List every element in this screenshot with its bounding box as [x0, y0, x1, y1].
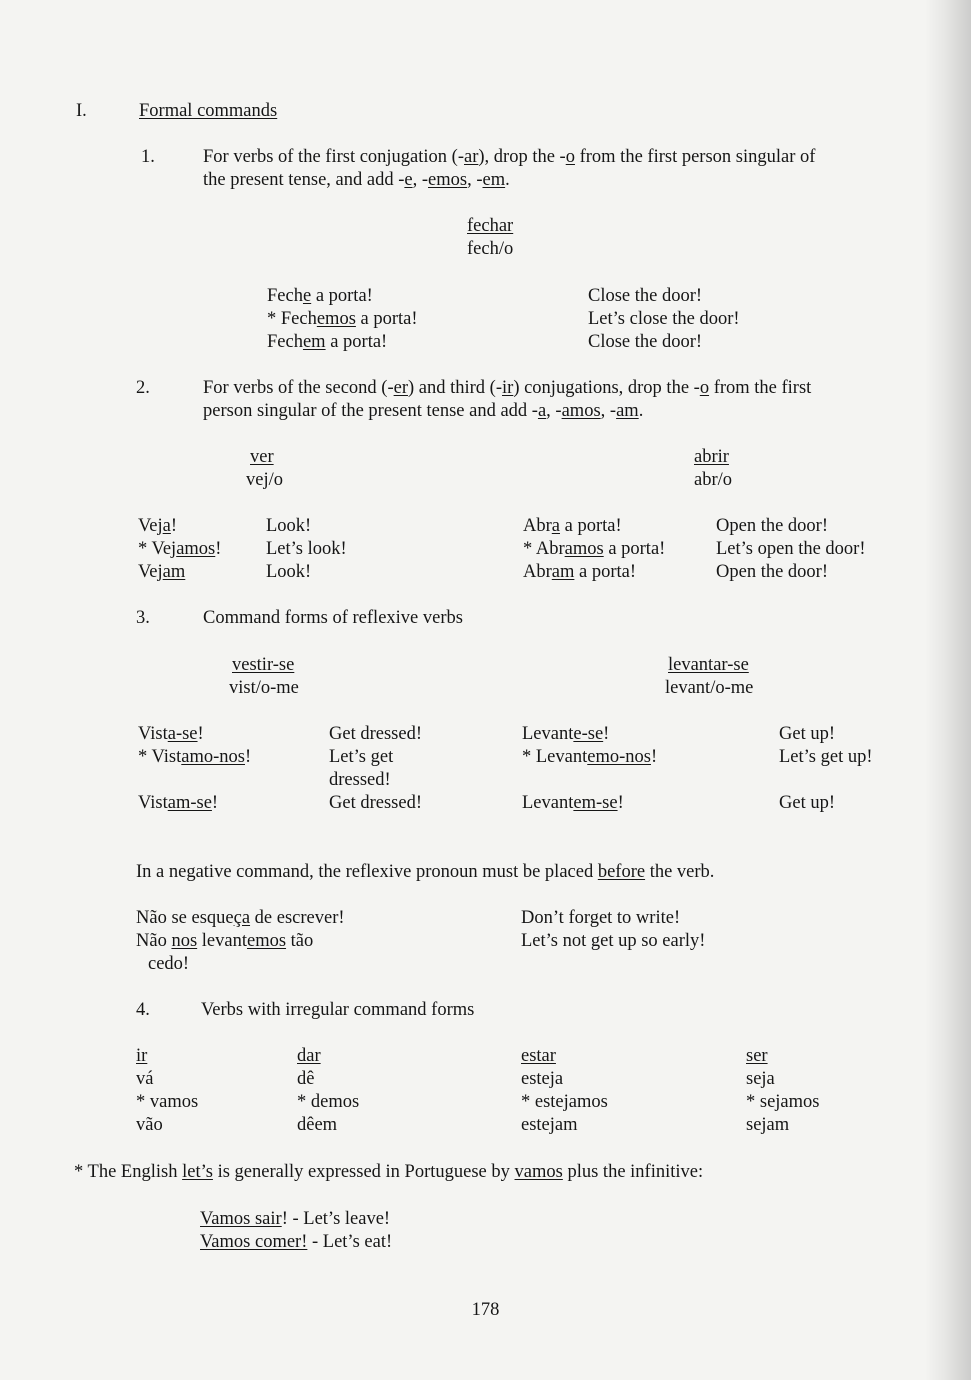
section-title: Formal commands	[139, 101, 278, 121]
example-en: Get up!	[779, 724, 835, 744]
example-pt: Veja!	[138, 516, 178, 536]
verb-vestir-se: vestir-se	[232, 655, 295, 675]
verb-form: * vamos	[136, 1092, 199, 1112]
section-number: I.	[76, 101, 87, 121]
example-pt: Vejam	[138, 562, 186, 582]
example-pt: Não se esqueça de escrever!	[136, 908, 345, 928]
note-example: Vamos comer! - Let’s eat!	[200, 1232, 393, 1252]
verb-dar: dar	[297, 1046, 321, 1066]
verb-estar: estar	[521, 1046, 556, 1066]
verb-form: * estejamos	[521, 1092, 608, 1112]
rule-3-title: Command forms of reflexive verbs	[203, 608, 463, 628]
example-en: Close the door!	[588, 332, 703, 352]
example-en: dressed!	[329, 770, 391, 790]
page-edge-shadow	[925, 0, 971, 1380]
verb-ver: ver	[250, 447, 274, 467]
stem-abro: abr/o	[694, 470, 733, 490]
example-en: Get dressed!	[329, 724, 422, 744]
example-en: Don’t forget to write!	[521, 908, 681, 928]
verb-abrir: abrir	[694, 447, 729, 467]
example-en: Let’s look!	[266, 539, 347, 559]
verb-levantar-se: levantar-se	[668, 655, 749, 675]
example-pt: Levante-se!	[522, 724, 610, 744]
verb-ir: ir	[136, 1046, 148, 1066]
verb-ser: ser	[746, 1046, 768, 1066]
verb-form: vá	[136, 1069, 154, 1089]
example-pt: * Fechemos a porta!	[267, 309, 418, 329]
negative-command-rule: In a negative command, the reflexive pronoun must be placed before the verb.	[136, 862, 715, 882]
verb-form: * sejamos	[746, 1092, 820, 1112]
example-pt: * Vistamo-nos!	[138, 747, 252, 767]
example-en: Get up!	[779, 793, 835, 813]
verb-form: seja	[746, 1069, 775, 1089]
item-number-4: 4.	[136, 1000, 150, 1020]
verb-form: vão	[136, 1115, 163, 1135]
rule-4-title: Verbs with irregular command forms	[201, 1000, 475, 1020]
item-number-1: 1.	[141, 147, 155, 167]
example-en: Open the door!	[716, 562, 828, 582]
example-pt: Fechem a porta!	[267, 332, 388, 352]
example-pt: * Levantemo-nos!	[522, 747, 658, 767]
example-en: Let’s not get up so early!	[521, 931, 706, 951]
verb-form: esteja	[521, 1069, 564, 1089]
item-number-2: 2.	[136, 378, 150, 398]
example-pt: Abram a porta!	[523, 562, 637, 582]
rule-2-line-2: person singular of the present tense and add -a, -amos, -am.	[203, 401, 644, 421]
example-en: Let’s open the door!	[716, 539, 866, 559]
rule-1-line-2: the present tense, and add -e, -emos, -em.	[203, 170, 510, 190]
verb-form: sejam	[746, 1115, 790, 1135]
example-en: Let’s close the door!	[588, 309, 740, 329]
verb-form: * demos	[297, 1092, 360, 1112]
example-en: Get dressed!	[329, 793, 422, 813]
example-en: Look!	[266, 562, 312, 582]
page-number: 178	[471, 1300, 500, 1320]
example-en: Open the door!	[716, 516, 828, 536]
note-example: Vamos sair! - Let’s leave!	[200, 1209, 391, 1229]
example-pt: Vista-se!	[138, 724, 204, 744]
stem-vejo: vej/o	[246, 470, 283, 490]
stem-vistome: vist/o-me	[229, 678, 299, 698]
example-pt: * Abramos a porta!	[523, 539, 666, 559]
example-pt: Não nos levantemos tão	[136, 931, 314, 951]
lets-note: * The English let’s is generally expressed in Portuguese by vamos plus the infinitive:	[74, 1162, 704, 1182]
stem-levantome: levant/o-me	[665, 678, 754, 698]
example-pt: Vistam-se!	[138, 793, 219, 813]
verb-form: estejam	[521, 1115, 578, 1135]
example-pt: Feche a porta!	[267, 286, 373, 306]
verb-form: dêem	[297, 1115, 338, 1135]
example-pt: * Vejamos!	[138, 539, 222, 559]
rule-2-line-1: For verbs of the second (-er) and third (-ir) conjugations, drop the -o from the first	[203, 378, 812, 398]
example-en: Close the door!	[588, 286, 703, 306]
example-pt: Levantem-se!	[522, 793, 624, 813]
example-en: Look!	[266, 516, 312, 536]
example-en: Let’s get up!	[779, 747, 873, 767]
example-pt-continued: cedo!	[148, 954, 190, 974]
rule-1-line-1: For verbs of the first conjugation (-ar), drop the -o from the first person singular of	[203, 147, 816, 167]
example-en: Let’s get	[329, 747, 394, 767]
stem-fecho: fech/o	[467, 239, 514, 259]
verb-fechar: fechar	[467, 216, 514, 236]
item-number-3: 3.	[136, 608, 150, 628]
verb-form: dê	[297, 1069, 315, 1089]
example-pt: Abra a porta!	[523, 516, 622, 536]
